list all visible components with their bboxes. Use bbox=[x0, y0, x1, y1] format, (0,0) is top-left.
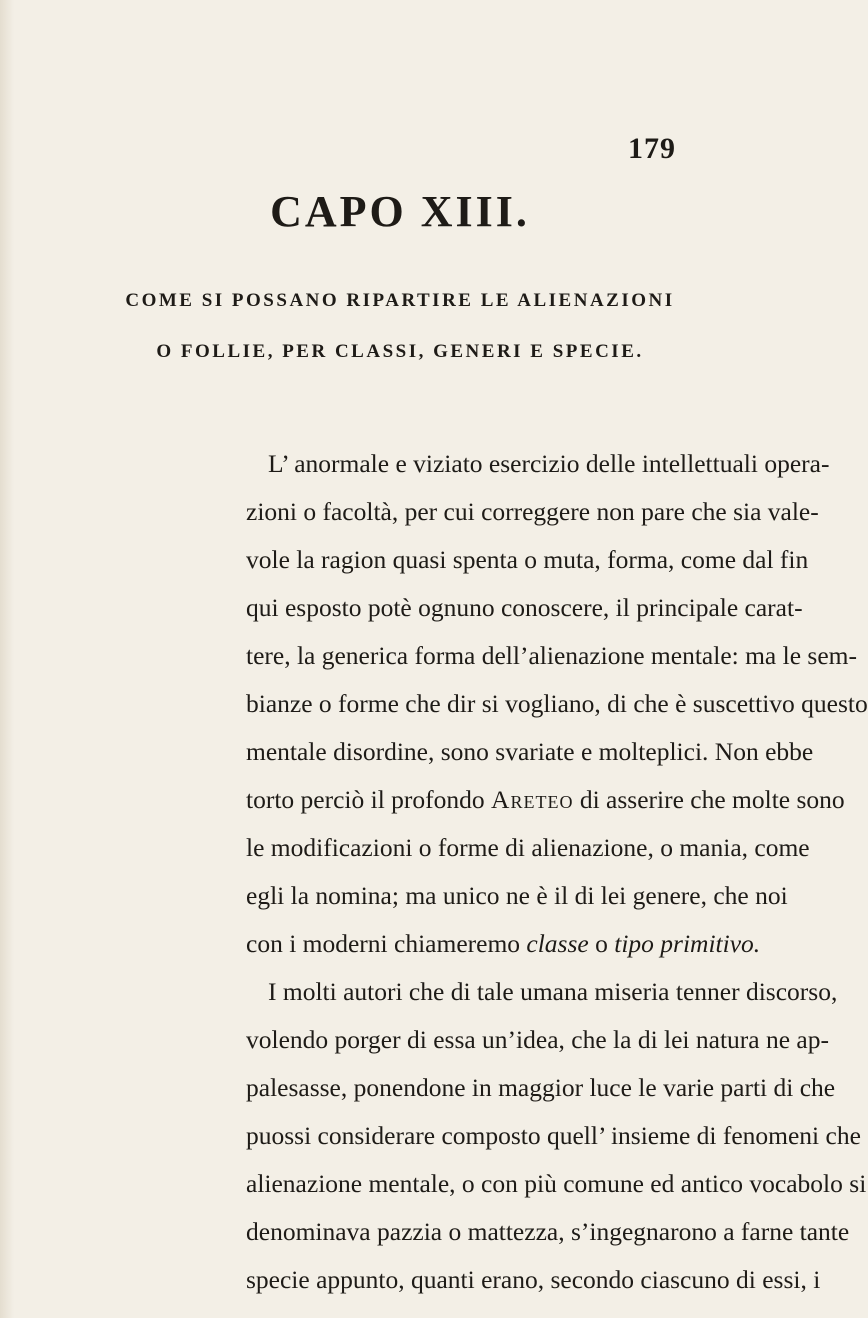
text-line: puossi considerare composto quell’ insieme di fenomeni che bbox=[246, 1121, 861, 1150]
text-line: I molti autori che di tale umana miseria tenner discorso, bbox=[268, 977, 838, 1006]
text-line: qui esposto potè ognuno conoscere, il principale carat- bbox=[246, 593, 803, 622]
italic-term: tipo primitivo. bbox=[614, 929, 761, 958]
text-line: mentale disordine, sono svariate e molteplici. Non ebbe bbox=[246, 737, 814, 766]
text-line: volendo porger di essa un’idea, che la di lei natura ne ap- bbox=[246, 1025, 829, 1054]
text-segment: o bbox=[595, 929, 608, 958]
chapter-subtitle-line-2: O FOLLIE, PER CLASSI, GENERI E SPECIE. bbox=[156, 341, 644, 362]
italic-term: classe bbox=[526, 929, 589, 958]
text-line: L’ anormale e viziato esercizio delle intellettuali opera- bbox=[268, 449, 830, 478]
chapter-subtitle-line-1: COME SI POSSANO RIPARTIRE LE ALIENAZIONI bbox=[125, 290, 675, 311]
text-line: tere, la generica forma dell’alienazione mentale: ma le sem- bbox=[246, 641, 857, 670]
text-line: specie appunto, quanti erano, secondo ciascuno di essi, i bbox=[246, 1265, 821, 1294]
text-line bbox=[246, 929, 761, 959]
text-segment: con i moderni chiameremo bbox=[246, 929, 521, 958]
text-line bbox=[246, 785, 845, 815]
text-line: denominava pazzia o mattezza, s’ingegnarono a farne tante bbox=[246, 1217, 850, 1246]
text-line: vole la ragion quasi spenta o muta, forma, come dal fin bbox=[246, 545, 809, 574]
text-line: egli la nomina; ma unico ne è il di lei genere, che noi bbox=[246, 881, 788, 910]
text-line: zioni o facoltà, per cui correggere non pare che sia vale- bbox=[246, 497, 819, 526]
page-number: 179 bbox=[628, 132, 676, 165]
text-line: palesasse, ponendone in maggior luce le varie parti di che bbox=[246, 1073, 836, 1102]
text-line: alienazione mentale, o con più comune ed antico vocabolo si bbox=[246, 1169, 867, 1198]
chapter-title: CAPO XIII. bbox=[270, 187, 530, 236]
text-line: bianze o forme che dir si vogliano, di che è suscettivo questo bbox=[246, 689, 868, 718]
text-line: le modificazioni o forme di alienazione, o mania, come bbox=[246, 833, 810, 862]
author-name: Areteo bbox=[491, 785, 574, 814]
text-segment: torto perciò il profondo bbox=[246, 785, 485, 814]
text-segment: di asserire che molte sono bbox=[579, 785, 845, 814]
